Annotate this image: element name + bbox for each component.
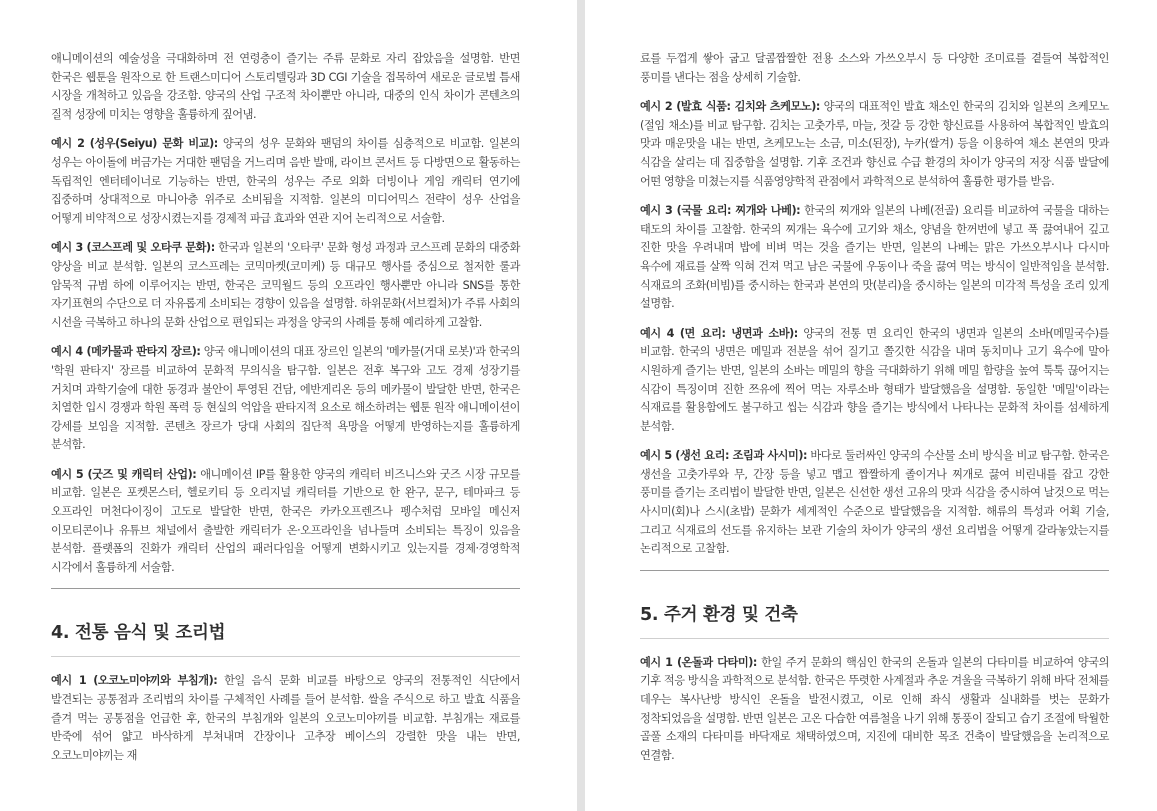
- paragraph-text: 양국의 전통 면 요리인 한국의 냉면과 일본의 소바(메밀국수)를 비교함. 한국의 냉면은 메밀과 전분을 섞어 질기고 쫄깃한 식감을 내며 동치미나 고기 육수에 말아 시원하게 즐기는 반면, 일본의 소바는 메밀의 향을 극대화하기 위해 메밀 함량을 높여 툭툭 끊어지는 식감이 특징이며 진한 쯔유에 찍어 먹는 자루소바 형태가 발달했음을 설명함. 동일한 '메밀'이라는 식재료를 활용함에도 불구하고 씹는 식감과 향을 즐기는 방식에서 나타나는 문화적 차이를 섬세하게 분석함.: [640, 326, 1109, 433]
- paragraph-text: 양국 애니메이션의 대표 장르인 일본의 '메카물(거대 로봇)'과 한국의 '학원 판타지' 장르를 비교하여 문화적 무의식을 탐구함. 일본은 전후 복구와 고도 경제 성장기를 거치며 과학기술에 대한 동경과 불안이 투영된 건담, 에반게리온 등의 메카물이 발달한 반면, 한국은 치열한 입시 경쟁과 학원 폭력 등 현실의 억압을 판타지적 요소로 해소하려는 웹툰 원작 애니메이션이 강세를 보임을 지적함. 콘텐츠 장르가 당대 사회의 집단적 욕망을 어떻게 반영하는지를 훌륭하게 분석함.: [51, 345, 520, 452]
- section-title-underline: [640, 638, 1109, 639]
- paragraph-text: 한일 주거 문화의 핵심인 한국의 온돌과 일본의 다타미를 비교하여 양국의 기후 적응 방식을 과학적으로 분석함. 한국은 뚜렷한 사계절과 추운 겨울을 극복하기 위해 바닥 전체를 데우는 복사난방 방식인 온돌을 발전시켰고, 이로 인해 좌식 생활과 실내화를 벗는 문화가 정착되었음을 설명함. 반면 일본은 고온 다습한 여름철을 나기 위해 통풍이 잘되고 습기 조절에 탁월한 골풀 소재의 다타미를 바닥재로 채택하였으며, 지진에 대비한 목조 건축이 발달했음을 논리적으로 연결함.: [640, 655, 1109, 762]
- paragraph: [51, 672, 520, 765]
- paragraph-text: 한국의 찌개와 일본의 나베(전골) 요리를 비교하여 국물을 대하는 태도의 차이를 고찰함. 한국의 찌개는 육수에 고기와 채소, 양념을 한꺼번에 넣고 푹 끓여내어 깊고 진한 맛을 우려내며 밥에 비벼 먹는 것을 즐기는 반면, 일본의 나베는 맑은 가쓰오부시나 다시마 육수에 재료를 살짝 익혀 건져 먹고 남은 국물에 우동이나 죽을 끓여 먹는 방식이 일반적임을 분석함. 식재료의 조화(비빔)를 중시하는 한국과 본연의 맛(분리)을 중시하는 일본의 미각적 특성을 조리 있게 설명함.: [640, 204, 1109, 311]
- example-heading: 예시 5 (굿즈 및 캐릭터 산업):: [51, 467, 197, 481]
- paragraph: [640, 447, 1109, 559]
- section-title: 4. 전통 음식 및 조리법: [51, 623, 226, 644]
- paragraph: [640, 50, 1109, 87]
- paragraph-text: 료를 두껍게 쌓아 굽고 달콤짭짤한 전용 소스와 가쓰오부시 등 다양한 조미료를 곁들여 복합적인 풍미를 낸다는 점을 상세히 기술함.: [640, 52, 1109, 84]
- paragraph: [51, 239, 520, 332]
- paragraph-text: 한국과 일본의 '오타쿠' 문화 형성 과정과 코스프레 문화의 대중화 양상을 비교 분석함. 일본의 코스프레는 코믹마켓(코미케) 등 대규모 행사를 중심으로 철저한 룰과 암묵적 규범 하에 이루어지는 반면, 한국은 코믹월드 등의 오프라인 행사뿐만 아니라 SNS를 통한 자기표현의 수단으로 더 자유롭게 소비되는 경향이 있음을 설명함. 하위문화(서브컬처)가 주류 사회의 시선을 극복하고 하나의 문화 산업으로 편입되는 과정을 양국의 사례를 통해 예리하게 고찰함.: [51, 241, 520, 329]
- paragraph-text: 바다로 둘러싸인 양국의 수산물 소비 방식을 비교 탐구함. 한국은 생선을 고춧가루와 무, 간장 등을 넣고 맵고 짭짤하게 졸이거나 찌개로 끓여 비린내를 잡고 강한 풍미를 즐기는 조리법이 발달한 반면, 일본은 신선한 생선 고유의 맛과 식감을 중시하여 날것으로 먹는 사시미(회)나 스시(초밥) 문화가 세계적인 수준으로 발달했음을 지적함. 해류의 특성과 어획 기술, 그리고 식재료의 선도를 유지하는 보관 기술의 차이가 양국의 생선 요리법을 어떻게 갈라놓았는지를 논리적으로 고찰함.: [640, 449, 1109, 556]
- paragraph-text: 애니메이션 IP를 활용한 양국의 캐릭터 비즈니스와 굿즈 시장 규모를 비교함. 일본은 포켓몬스터, 헬로키티 등 오리지널 캐릭터를 기반으로 한 완구, 문구, 테마파크 등 오프라인 머천다이징이 고도로 발달한 반면, 한국은 카카오프렌즈나 펭수처럼 모바일 메신저 이모티콘이나 유튜브 채널에서 출발한 캐릭터가 온·오프라인을 넘나들며 소비되는 특징이 있음을 분석함. 플랫폼의 진화가 캐릭터 산업의 패러다임을 어떻게 변화시키고 있는지를 경제·경영학적 시각에서 훌륭하게 서술함.: [51, 467, 520, 574]
- paragraph-group: [51, 672, 520, 765]
- paragraph-text: 애니메이션의 예술성을 극대화하며 전 연령층이 즐기는 주류 문화로 자리 잡았음을 설명함. 반면 한국은 웹툰을 원작으로 한 트랜스미디어 스토리텔링과 3D CGI 기술을 접목하여 새로운 글로벌 틈새 시장을 개척하고 있음을 강조함. 양국의 산업 구조적 차이뿐만 아니라, 대중의 인식 차이가 콘텐츠의 질적 성장에 미치는 영향을 훌륭하게 짚어냄.: [51, 52, 520, 121]
- document-page-right: [585, 0, 1157, 811]
- section-title: 5. 주거 환경 및 건축: [640, 604, 798, 625]
- example-heading: 예시 3 (코스프레 및 오타쿠 문화):: [51, 241, 215, 255]
- page-gutter: [577, 0, 585, 811]
- paragraph: [51, 135, 520, 228]
- paragraph-text: 양국의 대표적인 발효 채소인 한국의 김치와 일본의 츠케모노(절임 채소)를 비교 탐구함. 김치는 고춧가루, 마늘, 젓갈 등 강한 향신료를 사용하여 복합적인 발효의 맛과 매운맛을 내는 반면, 츠케모노는 소금, 미소(된장), 누카(쌀겨) 등을 이용하여 채소 본연의 맛과 식감을 살리는 데 집중함을 설명함. 기후 조건과 향신료 수급 환경의 차이가 양국의 저장 식품 발달에 어떤 영향을 미쳤는지를 식품영양학적 관점에서 과학적으로 분석하여 훌륭한 평가를 받음.: [640, 100, 1110, 188]
- paragraph: [51, 343, 520, 455]
- paragraph-group: [640, 654, 1109, 766]
- paragraph: [640, 98, 1109, 191]
- example-heading: 예시 3 (국물 요리: 찌개와 나베):: [640, 204, 801, 218]
- example-heading: 예시 1 (온돌과 다타미):: [640, 655, 757, 669]
- example-heading: 예시 5 (생선 요리: 조림과 사시미):: [640, 449, 808, 463]
- paragraph-text: 양국의 성우 문화와 팬덤의 차이를 심층적으로 비교함. 일본의 성우는 아이돌에 버금가는 거대한 팬덤을 거느리며 음반 발매, 라이브 콘서트 등 다방면으로 활동하는 독립적인 엔터테이너로 기능하는 반면, 한국의 성우는 주로 외화 더빙이나 게임 캐릭터 연기에 집중하며 상대적으로 마니아층 위주로 소비됨을 지적함. 일본의 미디어믹스 전략이 성우 산업을 어떻게 비약적으로 성장시켰는지를 경제적 파급 효과와 연관 지어 논리적으로 서술함.: [51, 137, 520, 225]
- paragraph-group: [51, 50, 520, 577]
- section-title-underline: [51, 656, 520, 657]
- example-heading: 예시 2 (발효 식품: 김치와 츠케모노):: [640, 100, 820, 114]
- paragraph-text: 한일 음식 문화 비교를 바탕으로 양국의 전통적인 식단에서 발견되는 공통점과 조리법의 차이를 구체적인 사례를 들어 분석함. 쌀을 주식으로 하고 발효 식품을 즐겨 먹는 공통점을 언급한 후, 한국의 부침개와 일본의 오코노미야끼를 비교함. 부침개는 재료를 반죽에 섞어 얇고 바삭하게 부쳐내며 간장이나 고추장 베이스의 강렬한 맛을 내는 반면, 오코노미야끼는 재: [51, 674, 521, 762]
- paragraph-group: [640, 50, 1109, 559]
- divider: [640, 570, 1109, 571]
- example-heading: 예시 1 (오코노미야끼와 부침개):: [51, 674, 218, 688]
- paragraph: [51, 50, 520, 124]
- paragraph: [51, 466, 520, 578]
- example-heading: 예시 2 (성우(Seiyu) 문화 비교):: [51, 137, 218, 151]
- example-heading: 예시 4 (면 요리: 냉면과 소바):: [640, 326, 798, 340]
- paragraph: [640, 325, 1109, 437]
- divider: [51, 588, 520, 589]
- paragraph: [640, 202, 1109, 314]
- example-heading: 예시 4 (메카물과 판타지 장르):: [51, 345, 201, 359]
- paragraph: [640, 654, 1109, 766]
- document-page-left: [0, 0, 577, 811]
